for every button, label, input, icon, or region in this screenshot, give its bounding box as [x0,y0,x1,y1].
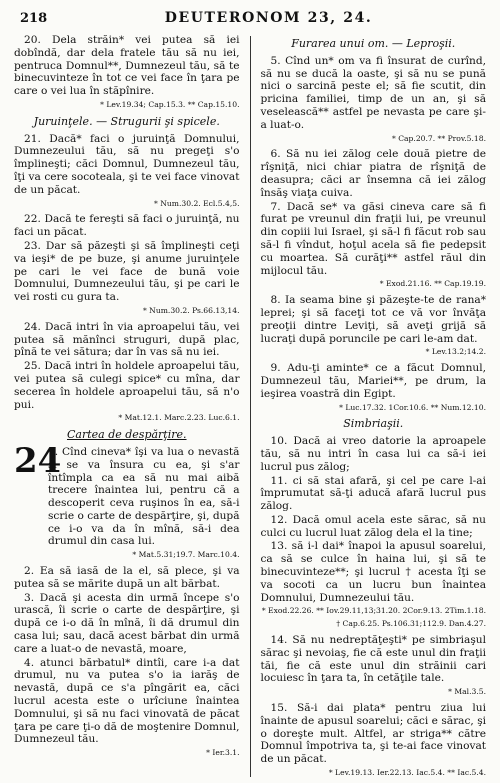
verse-24-13: 13. să i-l dai* înapoi la apusul soarelui, ca să se culce în haina lui, şi să te binecuvinteze**; şi lucrul † acesta îţi se va socoti ca un lucru bun înaintea Domnului, Dumnezeului tău. [260,540,487,604]
chapter-number: 24 [14,440,62,481]
verse-24-1: 1. Cînd cineva* îşi va lua o nevastă şi se va însura cu ea, şi s'ar întîmpla ca ea să nu mai aibă trecere înaintea lui, pentru că a descoperit ceva ruşinos în ea, să-i scrie o carte de despărţire, şi, după ce i-o va da în mînă, să-i dea drumul din casa lui. [48,445,240,548]
page-number: 218 [20,11,48,26]
cross-reference: * Mal.3.5. [448,687,487,697]
section-heading: Furarea unui om. — Leproşii. [291,37,456,50]
verse-24-14: 14. Să nu nedreptăţeşti* pe simbriaşul sărac şi nevoiaş, fie că este unul din fraţii tăi, fie că este unul din străinii cari locuiesc în ţara ta, în cetăţile tale. [260,634,487,685]
section-heading: Simbriaşii. [343,417,404,431]
verse-24-12: 12. Dacă omul acela este sărac, să nu culci cu lucrul luat zălog dela el la tine; [260,513,487,539]
cross-reference: * Exod.21.16. ** Cap.19.19. [379,279,487,289]
section-heading: Cartea de despărţire. [66,428,187,442]
cross-reference: * Num.30.2. Ecl.5.4,5. [154,198,240,208]
cross-reference: * Luc.17.32. 1Cor.10.6. ** Num.12.10. [339,402,487,412]
cross-reference: * Ier.3.1. [206,748,240,758]
running-title: DEUTERONOM 23, 24. [164,10,373,26]
verse-23-23: 23. Dar să păzeşti şi să împlineşti ceţi va ieşi* de pe buze, şi anume juruinţele pe cari le vei face de bună voie Domnului, Dumnezeului tău, şi pe cari le vei rosti cu gura ta. [14,239,240,304]
verse-24-2: 2. Ea să iasă de la el, să plece, şi va putea să se mărite după un alt bărbat. [14,565,240,590]
cross-reference: * Lev.19.13. Ier.22.13. Iac.5.4. ** Iac.5.4. [328,768,487,778]
verse-24-9: 9. Adu-ţi aminte* ce a făcut Domnul, Dumnezeul tău, Mariei**, pe drum, la ieşirea voastră din Egipt. [260,362,487,400]
verse-23-24: 24. Dacă intri în via aproapelui tău, vei putea să mănînci struguri, după plac, pînă te vei sătura; dar în vas să nu iei. [14,320,240,359]
page-header [14,10,486,28]
cross-reference: * Mat.12.1. Marc.2.23. Luc.6.1. [118,413,240,423]
cross-reference: * Lev.19.34; Cap.15.3. ** Cap.15.10. [100,99,240,109]
verse-24-6: 6. Să nu iei zălog cele două pietre de rîşniţă, nici chiar piatra de rîşniţă de deasupra; căci ar însemna că iei zălog însăş viaţa cuiva. [260,148,487,199]
verse-24-10: 10. Dacă ai vreo datorie la aproapele tău, să nu intri în casa lui ca să-i iei lucrul pus zălog; [260,435,487,473]
verse-24-7: 7. Dacă se* va găsi cineva care să fi furat pe vreunul din fraţii lui, pe vreunul din copiii lui Israel, şi să-l fi făcut rob sau să-l fi vîndut, hoţul acela să fie pedepsit cu moartea. Să curăţi** astfel răul din mijlocul tău. [260,200,487,277]
verse-23-21: 21. Dacă* faci o juruinţă Domnului, Dumnezeului tău, să nu pregeţi s'o împlineşti; căci Domnul, Dumnezeul tău, îţi va cere socoteala, şi te vei face vinovat de un păcat. [14,132,240,196]
verse-23-20: 20. Dela străin* vei putea să iei dobîndă, dar dela fratele tău să nu iei, pentruca Domnul**, Dumnezeul tău, să te binecuvinteze în tot ce vei face în ţara pe care o vei lua în stăpînire. [14,34,240,98]
cross-reference: * Cap.20.7. ** Prov.5.18. [392,133,487,143]
verse-24-4: 4. atunci bărbatul* dintîi, care i-a dat drumul, nu va putea s'o ia iarăş de nevastă, după ce s'a pîngărit ea, căci lucrul acesta este o urîciune înaintea Domnului, şi să nu faci vinovată de păcat ţara pe care ţi-o dă de moştenire Domnul, Dumnezeul tău. [14,656,240,746]
section-heading: Juruinţele. — Strugurii şi spicele. [33,114,220,128]
cross-reference: * Num.30.2. Ps.66.13,14. [142,305,240,315]
verse-23-22: 22. Dacă te fereşti să faci o juruinţă, nu faci un păcat. [14,213,240,239]
cross-reference: * Mat.5.31;19.7. Marc.10.4. [132,550,240,560]
verse-24-5: 5. Cînd un* om va fi însurat de curînd, să nu se ducă la oaste, şi să nu se pună nici o sarcină peste el; să fie scutit, din pricina familiei, timp de un an, şi să veselească** astfel pe nevasta pe care şi-a luat-o. [260,54,487,131]
cross-reference: * Exod.22.26. ** Iov.29.11,13;31.20. 2Cor.9.13. 2Tim.1.18. † Cap.6.25. Ps.106.31;112.9. Dan.4.27. [261,606,487,629]
verse-24-3: 3. Dacă şi acesta din urmă începe s'o urască, îi scrie o carte de despărţire, şi după ce i-o dă în mînă, îi dă drumul din casa lui; sau, dacă acest bărbat din urmă care a luat-o de nevastă, moare, [14,591,240,655]
two-column-text [14,34,486,783]
right-column [251,34,487,783]
verse-24-11: 11. ci să stai afară, şi cel pe care l-ai împrumutat să-ţi aducă afară lucrul pus zălog. [260,474,487,513]
chapter-24-start [14,440,240,548]
verse-23-25: 25. Dacă intri în holdele aproapelui tău, vei putea să culegi spice* cu mîna, dar secerea în holdele aproapelui tău, să n'o pui. [14,360,240,411]
verse-24-8: 8. Ia seama bine şi păzeşte-te de rana* leprei; şi să faceţi tot ce vă vor învăţa preoţii dintre Leviţi, să aveţi grijă să lucraţi după poruncile pe cari le-am dat. [260,294,487,345]
cross-reference: * Lev.13.2;14.2. [425,347,487,357]
left-column [14,34,250,783]
verse-24-15: 15. Să-i dai plata* pentru ziua lui înainte de apusul soarelui; căci e sărac, şi o doreşte mult. Altfel, ar striga** către Domnul împotriva ta, şi te-ai face vinovat de un păcat. [260,702,487,766]
